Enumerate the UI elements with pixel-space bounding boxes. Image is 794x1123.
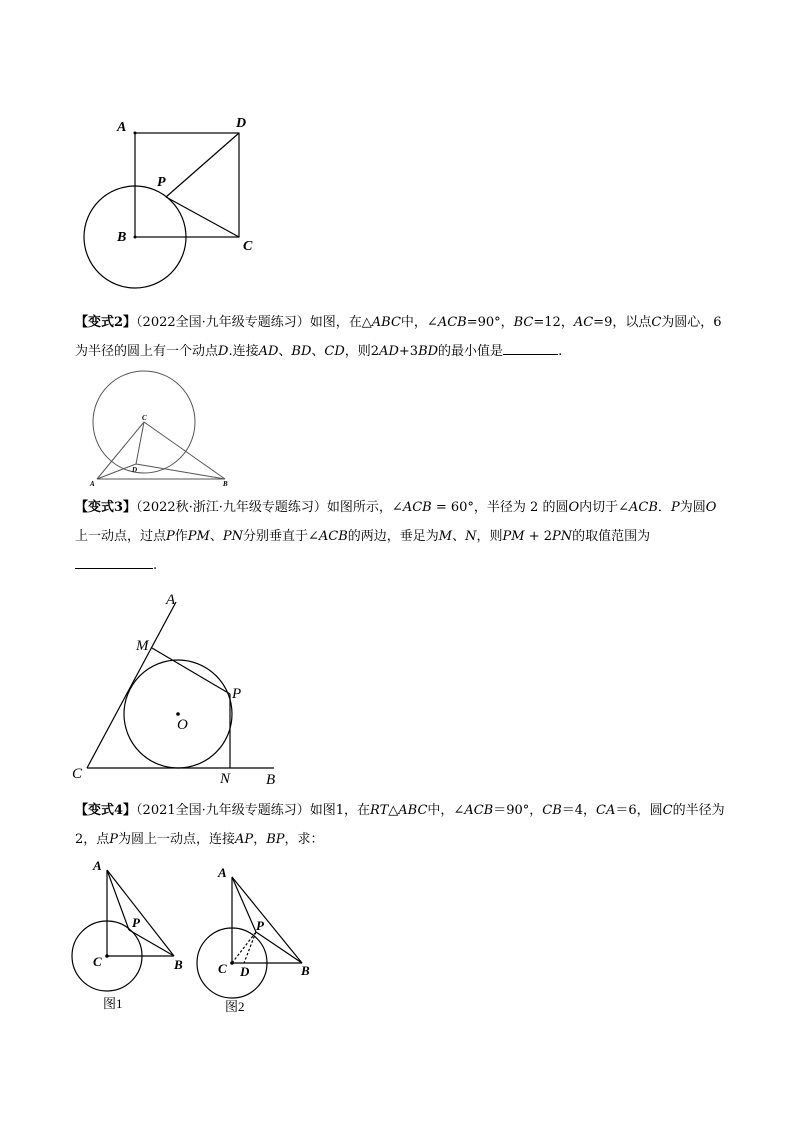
label-c: C	[243, 239, 253, 254]
figure-triangle-circle	[85, 375, 245, 490]
figure-2-caption: 图2	[225, 999, 245, 1014]
label-a: A	[117, 120, 127, 135]
segment-ab	[107, 870, 174, 956]
figure-2	[185, 860, 325, 1025]
label-p: P	[256, 918, 264, 933]
label-p: P	[232, 686, 242, 702]
problem-4-tag: 【变式4】	[75, 803, 137, 818]
label-d: D	[132, 466, 138, 474]
label-c: C	[218, 961, 227, 976]
label-b: B	[117, 230, 127, 245]
problem-3-source: （2022秋·浙江·九年级专题练习）	[136, 500, 327, 515]
label-n: N	[220, 771, 231, 787]
point-c	[105, 954, 109, 958]
problem-2: 【变式2】（2022全国·九年级专题练习）如图，在△ABC中，∠ACB=90°，BC=12，AC=9，以点C为圆心，6为半径的圆上有一个动点D.连接AD、BD、CD，则2AD+3BD的最小值是 .	[75, 315, 722, 359]
problem-2-tag: 【变式2】	[75, 315, 137, 330]
point-a	[134, 132, 137, 135]
label-b: B	[301, 963, 310, 978]
figure-square-circle	[75, 110, 275, 290]
label-a: A	[166, 592, 176, 608]
segment-cd	[136, 422, 144, 464]
segment-ab	[232, 877, 302, 963]
label-p: P	[157, 175, 166, 190]
problem-3-tag: 【变式3】	[75, 500, 137, 515]
problem-4: 【变式4】（2021全国·九年级专题练习）如图1，在RT△ABC中，∠ACB＝90°，CB＝4，CA＝6，圆C的半径为 2，点P为圆上一动点，连接AP，BP，求：	[75, 803, 725, 847]
square-abcd	[135, 133, 239, 237]
problem-2-source: （2022全国·九年级专题练习）	[136, 315, 310, 330]
label-c: C	[142, 414, 147, 422]
segment-pb	[129, 930, 174, 956]
label-c: C	[93, 954, 102, 969]
figure-1	[65, 855, 195, 1020]
segment-ap	[232, 877, 256, 932]
point-c	[230, 961, 234, 965]
label-a: A	[93, 858, 102, 873]
figure-angle-incircle	[60, 590, 300, 790]
label-m: M	[136, 638, 149, 654]
point-o	[176, 712, 180, 716]
segment-mp	[152, 648, 230, 694]
label-b: B	[174, 957, 183, 972]
label-d: D	[240, 964, 250, 979]
problem-3: 【变式3】（2022秋·浙江·九年级专题练习）如图所示，∠ACB = 60°，半径为 2 的圆O内切于∠ACB．P为圆O上一动点，过点P作PM、PN分别垂直于∠ACB的两边，垂足为M、N，则PM + 2PN的取值范围为 .	[75, 500, 717, 573]
segment-pd-dashed	[244, 932, 256, 963]
label-p: P	[132, 915, 140, 930]
figure-1-caption: 图1	[103, 996, 123, 1011]
segment-pd	[166, 133, 239, 197]
segment-cp-dashed	[232, 932, 256, 963]
label-a: A	[218, 865, 227, 880]
label-d: D	[236, 116, 247, 131]
label-o: O	[177, 717, 188, 733]
answer-blank-2[interactable]	[503, 340, 558, 355]
segment-cb	[144, 422, 225, 479]
ray-ca	[87, 602, 176, 768]
label-c: C	[72, 766, 83, 782]
problem-4-source: （2021全国·九年级专题练习）	[136, 803, 310, 818]
label-b: B	[266, 772, 276, 788]
segment-pc	[166, 197, 239, 237]
label-a: A	[90, 480, 95, 488]
answer-blank-3[interactable]	[75, 554, 153, 569]
segment-bd	[136, 464, 225, 479]
label-b: B	[223, 480, 228, 488]
point-b	[134, 236, 137, 239]
